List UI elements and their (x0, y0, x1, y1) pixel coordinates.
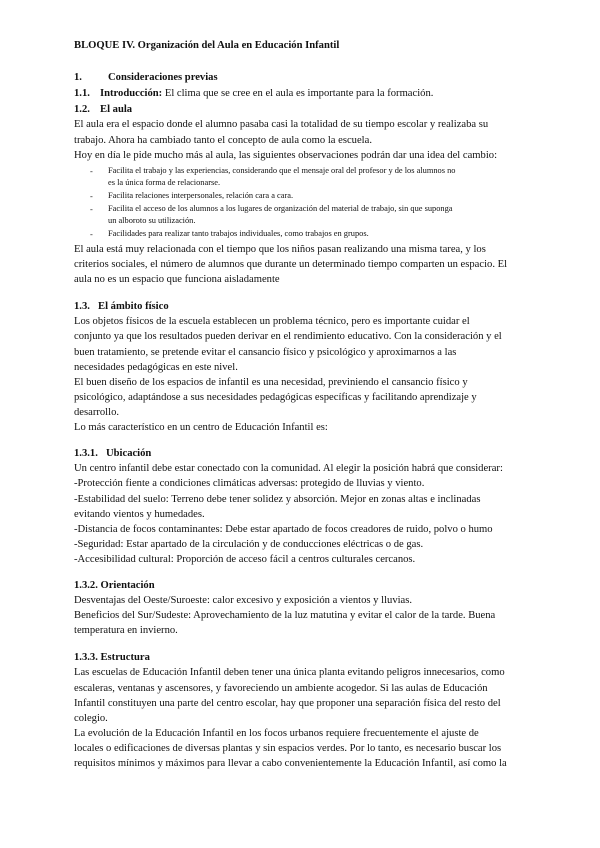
paragraph-line: -Distancia de focos contaminantes: Debe estar apartado de focos creadores de ruido, polvo o humo (74, 524, 493, 535)
section-1-3-heading (74, 299, 169, 315)
section-1-3-1-heading (74, 446, 151, 462)
paragraph-line: El aula era el espacio donde el alumno pasaba casi la totalidad de su tiempo escolar y realizaba su (74, 119, 489, 130)
paragraph-line: -Estabilidad del suelo: Terreno debe tener solidez y absorción. Mejor en zonas altas e inclinadas (74, 494, 481, 505)
paragraph-line: psicológico, adaptándose a sus necesidades pedagógicas específicas y facilitando aprendizaje y (74, 392, 477, 403)
paragraph-line: El buen diseño de los espacios de infantil es una necesidad, previniendo el cansancio físico y (74, 377, 468, 388)
paragraph-line: locales o edificaciones de diversas plantas y sin espacios verdes. Por lo tanto, es necesario buscar los (74, 743, 502, 754)
paragraph-line: Beneficios del Sur/Sudeste: Aprovechamiento de la luz matutina y evitar el calor de la tarde. Buena (74, 610, 496, 621)
paragraph-line: Un centro infantil debe estar conectado con la comunidad. Al elegir la posición habrá que considerar: (74, 463, 503, 474)
paragraph-line: -Protección fiente a condiciones climáticas adversas: protegido de lluvias y viento. (74, 478, 425, 489)
section-number: 1.1. (74, 88, 90, 99)
bullet-item: Facilita el trabajo y las experiencias, considerando que el mensaje oral del profesor y de los alumnos no (108, 166, 456, 175)
paragraph-line: Lo más característico en un centro de Educación Infantil es: (74, 422, 328, 433)
paragraph-line: conjunto ya que los resultados pueden derivar en el rendimiento educativo. Con la consideración y el (74, 331, 502, 342)
paragraph-line: Infantil constituyen una parte del centro escolar, hay que proponer una separación física del resto del (74, 698, 501, 709)
section-title: El ámbito físico (98, 301, 169, 312)
bullet-dash: - (90, 167, 93, 176)
section-1-heading (74, 70, 218, 86)
paragraph-line: requisitos mínimos y máximos para llevar a cabo convenientemente la Educación Infantil, así como la (74, 758, 507, 769)
bullet-item: Facilita el acceso de los alumnos a los lugares de organización del material de trabajo, sin que suponga (108, 204, 453, 213)
paragraph-line: La evolución de la Educación Infantil en los focos urbanos requiere frecuentemente el ajuste de (74, 728, 479, 739)
section-title: Ubicación (106, 448, 152, 459)
paragraph-line: Las escuelas de Educación Infantil deben tener una única planta evitando peligros innecesarios, como (74, 667, 505, 678)
document-title: BLOQUE IV. Organización del Aula en Educación Infantil (74, 40, 340, 51)
section-number: 1. (74, 72, 82, 83)
bullet-dash: - (90, 192, 93, 201)
paragraph-line: colegio. (74, 713, 108, 724)
bullet-item: Facilidades para realizar tanto trabajos individuales, como trabajos en grupos. (108, 229, 369, 238)
paragraph-line: escaleras, ventanas y ascensores, y favoreciendo un ambiente acogedor. Si las aulas de Educación (74, 683, 488, 694)
section-number: 1.2. (74, 104, 90, 115)
paragraph-line: Desventajas del Oeste/Suroeste: calor excesivo y exposición a vientos y lluvias. (74, 595, 413, 606)
paragraph-line: aula no es un espacio que funciona aisladamente (74, 274, 280, 285)
paragraph-line: Los objetos físicos de la escuela establecen un problema técnico, pero es importante cuidar el (74, 316, 470, 327)
paragraph-line: desarrollo. (74, 407, 120, 418)
bullet-item-continued: un alboroto su utilización. (108, 216, 196, 225)
intro-label: Introducción: (100, 88, 163, 99)
section-1-3-2-heading: 1.3.2. Orientación (74, 580, 155, 591)
section-title: Consideraciones previas (108, 72, 218, 83)
paragraph-line: evitando vientos y humedades. (74, 509, 205, 520)
bullet-dash: - (90, 205, 93, 214)
intro-text: El clima que se cree en el aula es importante para la formación. (162, 88, 434, 99)
paragraph-line: buen tratamiento, se pretende evitar el cansancio físico y psicológico y aproximarnos a las (74, 347, 457, 358)
paragraph-line: El aula está muy relacionada con el tiempo que los niños pasan realizando una misma tarea, y los (74, 244, 486, 255)
bullet-item: Facilita relaciones interpersonales, relación cara a cara. (108, 191, 294, 200)
section-number: 1.3.1. (74, 448, 98, 459)
bullet-item-continued: es la única forma de relacionarse. (108, 178, 221, 187)
bullet-dash: - (90, 230, 93, 239)
paragraph-line: -Seguridad: Estar apartado de la circulación y de conducciones eléctricas o de gas. (74, 539, 424, 550)
section-1-3-3-heading: 1.3.3. Estructura (74, 652, 150, 663)
section-1-2-heading (74, 102, 132, 118)
section-number: 1.3. (74, 301, 90, 312)
section-title: El aula (100, 104, 133, 115)
paragraph-line: temperatura en invierno. (74, 625, 178, 636)
paragraph-line: Hoy en día le pide mucho más al aula, las siguientes observaciones podrán dar una idea del cambio: (74, 150, 498, 161)
paragraph-line: necesidades pedagógicas en este nivel. (74, 362, 238, 373)
section-1-1 (74, 86, 433, 102)
paragraph-line: -Accesibilidad cultural: Proporción de acceso fácil a centros culturales cercanos. (74, 554, 416, 565)
paragraph-line: trabajo. Ahora ha cambiado tanto el concepto de aula como la escuela. (74, 135, 372, 146)
paragraph-line: criterios sociales, el número de alumnos que durante un determinado tiempo comparten un espacio. El (74, 259, 508, 270)
